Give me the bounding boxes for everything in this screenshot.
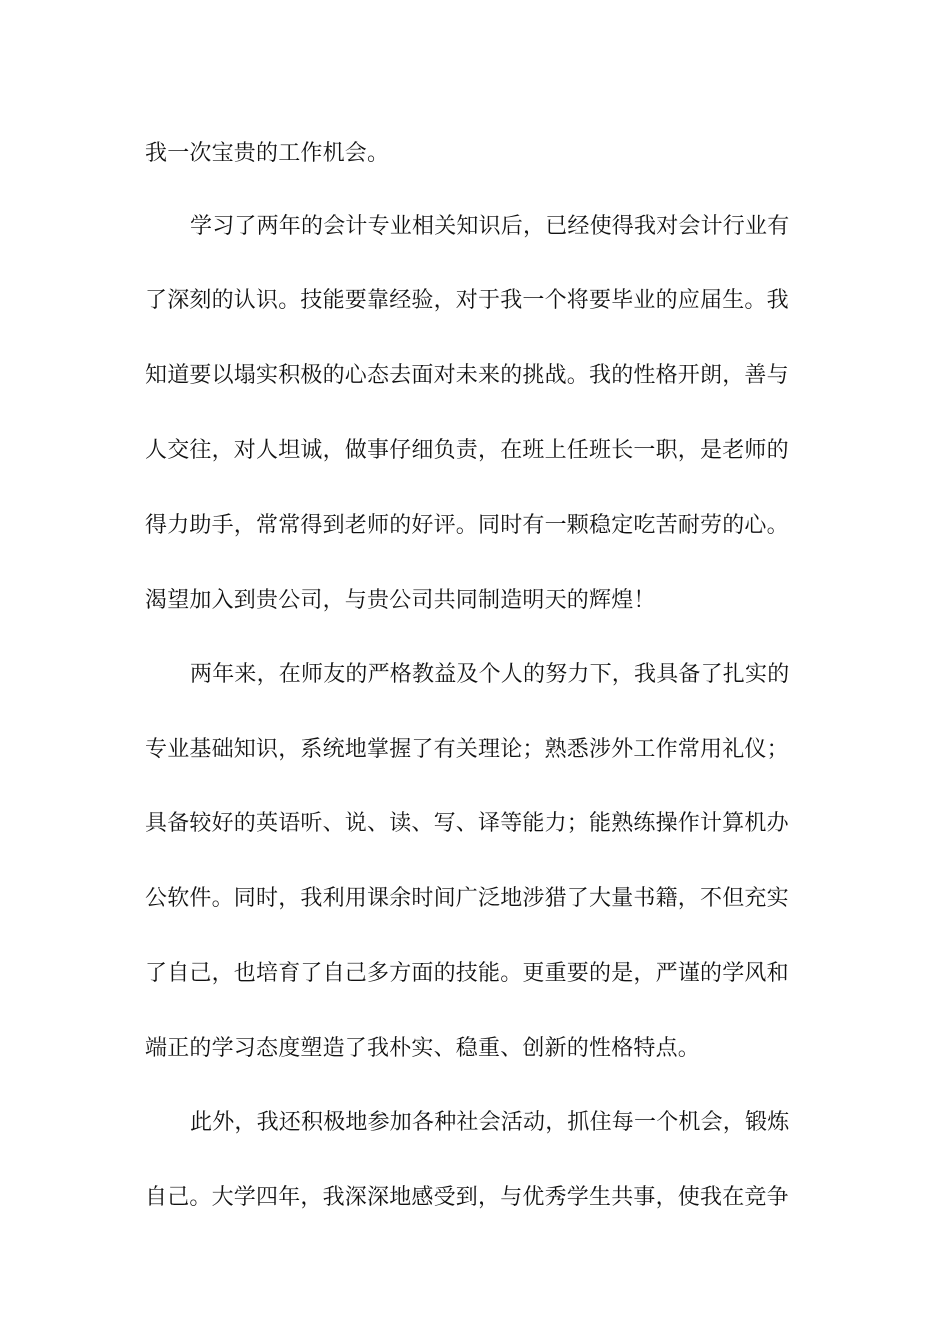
paragraph-start-line: 学习了两年的会计专业相关知识后，已经使得我对会计行业有 xyxy=(190,214,790,239)
text-line: 专业基础知识，系统地掌握了有关理论；熟悉涉外工作常用礼仪； xyxy=(145,737,789,762)
text-line: 知道要以塌实积极的心态去面对未来的挑战。我的性格开朗，善与 xyxy=(145,363,789,388)
text-line: 得力助手，常常得到老师的好评。同时有一颗稳定吃苦耐劳的心。 xyxy=(145,513,789,538)
text-line: 了自己，也培育了自己多方面的技能。更重要的是，严谨的学风和 xyxy=(145,961,789,986)
text-line: 我一次宝贵的工作机会。 xyxy=(145,141,390,166)
text-line: 公软件。同时，我利用课余时间广泛地涉猎了大量书籍，不但充实 xyxy=(145,886,789,911)
paragraph-start-line: 两年来，在师友的严格教益及个人的努力下，我具备了扎实的 xyxy=(190,662,790,687)
text-line: 人交往，对人坦诚，做事仔细负责，在班上任班长一职，是老师的 xyxy=(145,438,789,463)
text-line: 自己。大学四年，我深深地感受到，与优秀学生共事，使我在竞争 xyxy=(145,1185,789,1210)
text-line: 了深刻的认识。技能要靠经验，对于我一个将要毕业的应届生。我 xyxy=(145,288,789,313)
paragraph-start-line: 此外，我还积极地参加各种社会活动，抓住每一个机会，锻炼 xyxy=(190,1110,790,1135)
text-line: 端正的学习态度塑造了我朴实、稳重、创新的性格特点。 xyxy=(145,1036,701,1061)
text-line: 渴望加入到贵公司，与贵公司共同制造明天的辉煌！ xyxy=(145,588,656,613)
text-line: 具备较好的英语听、说、读、写、译等能力；能熟练操作计算机办 xyxy=(145,811,789,836)
